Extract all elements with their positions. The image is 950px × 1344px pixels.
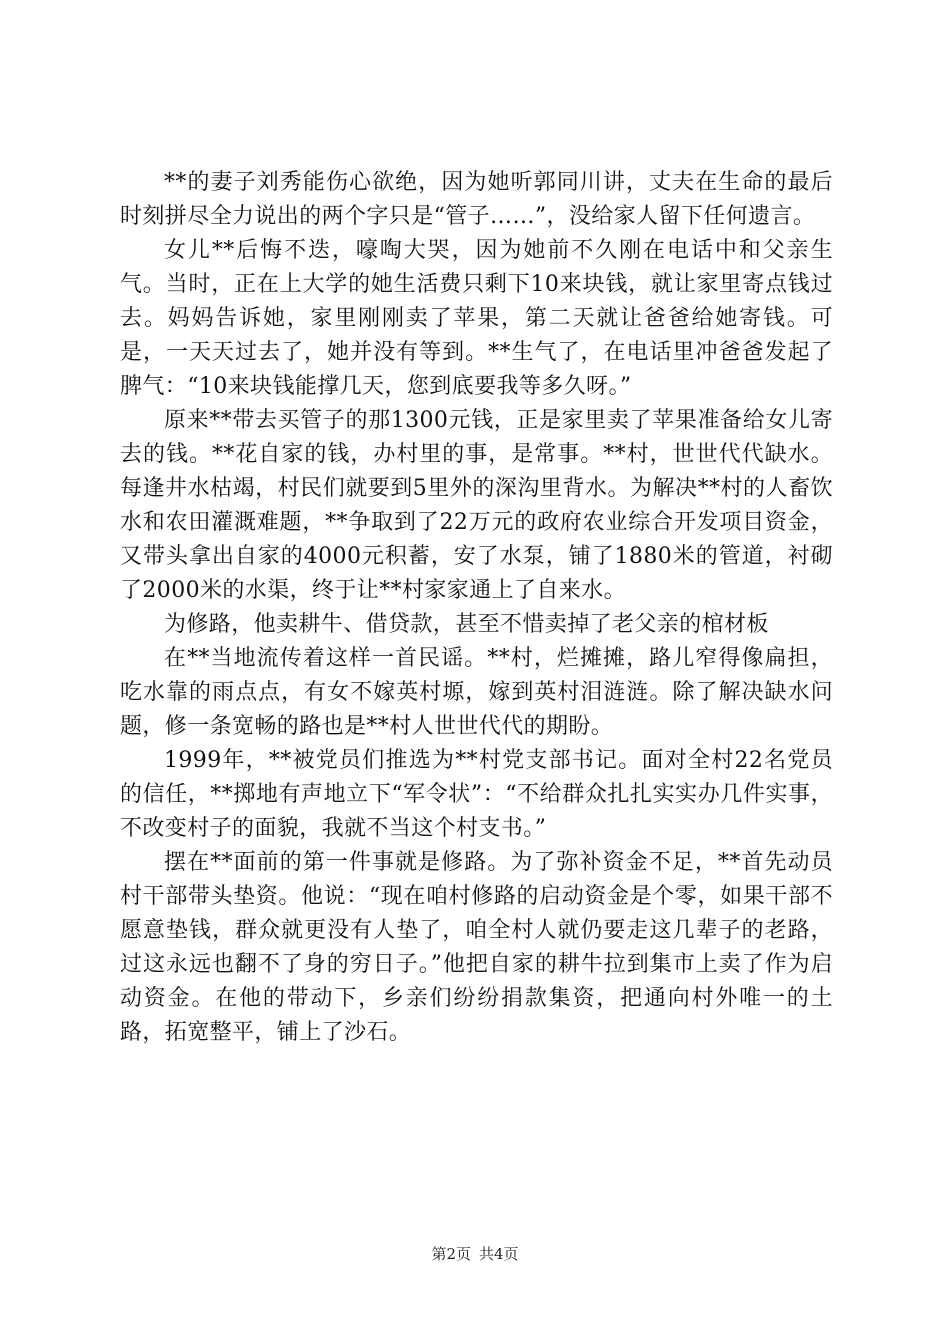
page-footer — [0, 1244, 950, 1264]
paragraph: 在**当地流传着这样一首民谣。**村，烂摊摊，路儿窄得像扁担，吃水靠的雨点点，有女不嫁英村塬，嫁到英村泪涟涟。除了解决缺水问题，修一条宽畅的路也是**村人世世代代的期盼。 — [120, 646, 833, 739]
paragraph: 为修路，他卖耕牛、借贷款，甚至不惜卖掉了老父亲的棺材板 — [164, 612, 769, 637]
page-number: 第2页 — [431, 1245, 471, 1263]
page-total: 共4页 — [479, 1245, 519, 1263]
paragraph: 原来**带去买管子的那1300元钱，正是家里卖了苹果准备给女儿寄去的钱。**花自家的钱，办村里的事，是常事。**村，世世代代缺水。每逢井水枯竭，村民们就要到5里外的深沟里背水。为解决**村的人畜饮水和农田灌溉难题，**争取到了22万元的政府农业综合开发项目资金，又带头拿出自家的4000元积蓄，安了水泵，铺了1880米的管道，衬砌了2000米的水渠，终于让**村家家通上了自来水。 — [120, 408, 833, 603]
paragraph: **的妻子刘秀能伤心欲绝，因为她听郭同川讲，丈夫在生命的最后时刻拼尽全力说出的两个字只是“管子……”，没给家人留下任何遗言。 — [120, 170, 833, 229]
paragraph: 女儿**后悔不迭，嚎啕大哭，因为她前不久刚在电话中和父亲生气。当时，正在上大学的她生活费只剩下10来块钱，就让家里寄点钱过去。妈妈告诉她，家里刚刚卖了苹果，第二天就让爸爸给她寄钱。可是，一天天过去了，她并没有等到。**生气了，在电话里冲爸爸发起了脾气：“10来块钱能撑几天，您到底要我等多久呀。” — [120, 238, 833, 399]
paragraph: 摆在**面前的第一件事就是修路。为了弥补资金不足，**首先动员村干部带头垫资。他说：“现在咱村修路的启动资金是个零，如果干部不愿意垫钱，群众就更没有人垫了，咱全村人就仍要走这几辈子的老路，过这永远也翻不了身的穷日子。”他把自家的耕牛拉到集市上卖了作为启动资金。在他的带动下，乡亲们纷纷捐款集资，把通向村外唯一的土路，拓宽整平，铺上了沙石。 — [120, 850, 833, 1045]
document-body — [120, 166, 833, 1050]
paragraph: 1999年，**被党员们推选为**村党支部书记。面对全村22名党员的信任，**掷地有声地立下“军令状”：“不给群众扎扎实实办几件实事，不改变村子的面貌，我就不当这个村支书。” — [120, 748, 833, 841]
